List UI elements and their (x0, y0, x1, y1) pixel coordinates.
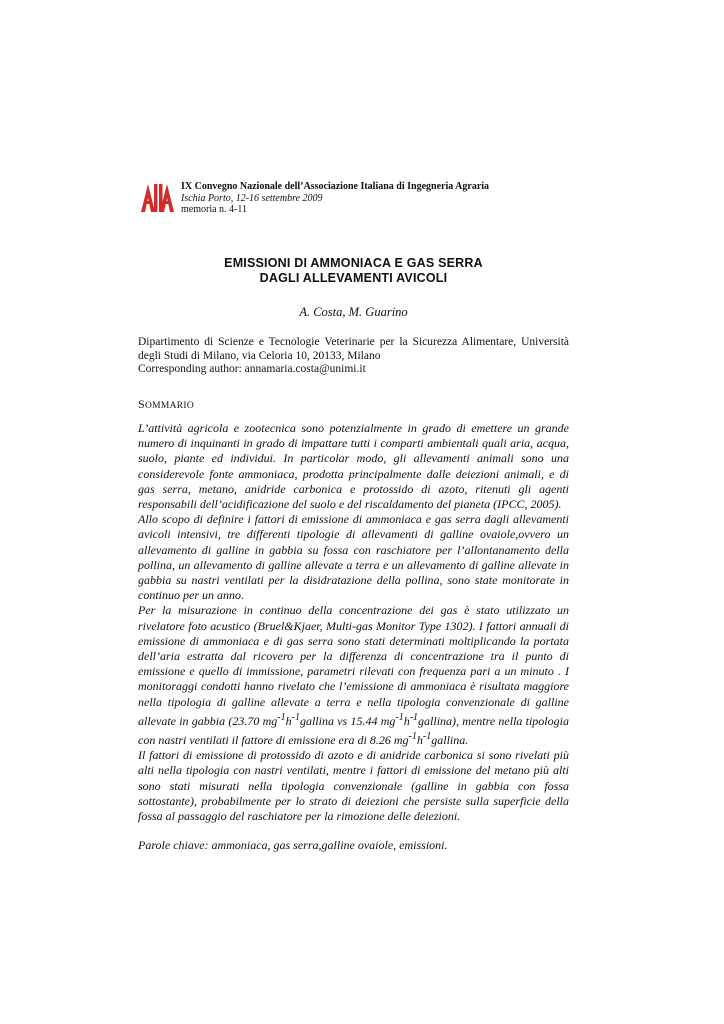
unit-superscript: -1 (395, 711, 404, 723)
abstract-p3-part-d: gallina. (431, 733, 469, 748)
affiliation-text: Dipartimento di Scienze e Tecnologie Veterinarie per la Sicurezza Alimentare, Università degli Studi di Milano, via Celoria 10, 20133, Milano (138, 336, 569, 362)
conference-title: IX Convegno Nazionale dell’Associazione Italiana di Ingegneria Agraria (181, 181, 490, 192)
unit-h: h (403, 713, 410, 728)
aiia-logo (138, 181, 174, 213)
abstract-paragraph-1: L’attività agricola e zootecnica sono potenzialmente in grado di emettere un grande numero di inquinanti in grado di impattare tutti i comparti ambientali quali aria, acqua, suolo, piante ed individui. In particolar modo, gli allevamenti animali sono una considerevole fonte ammoniaca, prodotta principalmente dalle deiezioni animali, e di gas serra, metano, anidride carbonica e protossido di azoto, ritenuti gli agenti responsabili dell’acidificazione del suolo e del riscaldamento del pianeta (IPCC, 2005). (138, 421, 569, 512)
section-heading-rest: OMMARIO (144, 401, 195, 411)
section-heading-initial: S (138, 397, 145, 411)
section-heading (138, 397, 194, 412)
unit-h: h (416, 733, 423, 748)
unit-superscript: -1 (409, 711, 419, 723)
abstract-paragraph-3 (138, 603, 569, 748)
abstract-p3-part-a: Per la misurazione in continuo della concentrazione dei gas è stato utilizzato un rivelatore foto acustico (Bruel&Kjaer, Multi-gas Monitor Type 1302). I fattori annuali di emissione di ammoniaca e di gas serra sono stati determinati moltiplicando la portata dell’aria estratta dal ricovero per la differenza di concentrazione tra il punto di emissione e quello di immissione, parametri rilevati con frequenza pari a un minuto . I monitoraggi condotti hanno rivelato che l’emissione di ammoniaca è risultata maggiore nella tipologia di galline allevate a terra e nella tipologia convenzionale di galline allevate in gabbia (23.70 mg (138, 603, 569, 728)
unit-superscript: -1 (408, 731, 417, 743)
abstract-p3-part-b: gallina vs 15.44 mg (299, 713, 396, 728)
memo-number: memoria n. 4-11 (181, 204, 248, 215)
conference-header (181, 181, 489, 216)
corresponding-author: Corresponding author: annamaria.costa@unimi.it (138, 363, 366, 375)
abstract-paragraph-2: Allo scopo di definire i fattori di emissione di ammoniaca e gas serra dagli allevamenti avicoli intensivi, tre differenti tipologie di allevamenti di galline ovaiole,ovvero un allevamento di galline in gabbia su fossa con raschiatore per l’allontanamento della pollina, un allevamento di galline allevate a terra e un allevamento di galline allevate in gabbia su nastri ventilati per la disidratazione della pollina, sono state monitorate in continuo per un anno. (138, 512, 569, 603)
unit-superscript: -1 (422, 731, 432, 743)
unit-superscript: -1 (277, 711, 286, 723)
abstract-paragraph-4: Il fattori di emissione di protossido di azoto e di anidride carbonica si sono rivelati più alti nella tipologia con nastri ventilati, mentre i fattori di emissione del metano più alti sono stati misurati nella tipologia convenzionale (galline in gabbia con fossa sottostante), probabilmente per lo strato di deiezioni che persiste sulla superficie della fossa al passaggio del raschiatore per la rimozione delle deiezioni. (138, 748, 569, 824)
conference-place-date: Ischia Porto, 12-16 settembre 2009 (181, 192, 323, 204)
paper-title-line-2: DAGLI ALLEVAMENTI AVICOLI (259, 270, 448, 285)
paper-title-line-1: EMISSIONI DI AMMONIACA E GAS SERRA (224, 256, 483, 270)
abstract (138, 421, 569, 853)
paper-title (138, 256, 569, 285)
unit-superscript: -1 (291, 711, 300, 723)
affiliation (138, 336, 569, 377)
abstract-p3-part-c: gallina), mentre nella tipologia con nastri ventilati il fattore di emissione era di 8.26 mg (138, 713, 569, 748)
unit-h: h (285, 713, 292, 728)
paper-authors: A. Costa, M. Guarino (299, 305, 408, 319)
keywords: Parole chiave: ammoniaca, gas serra,galline ovaiole, emissioni. (138, 838, 448, 853)
